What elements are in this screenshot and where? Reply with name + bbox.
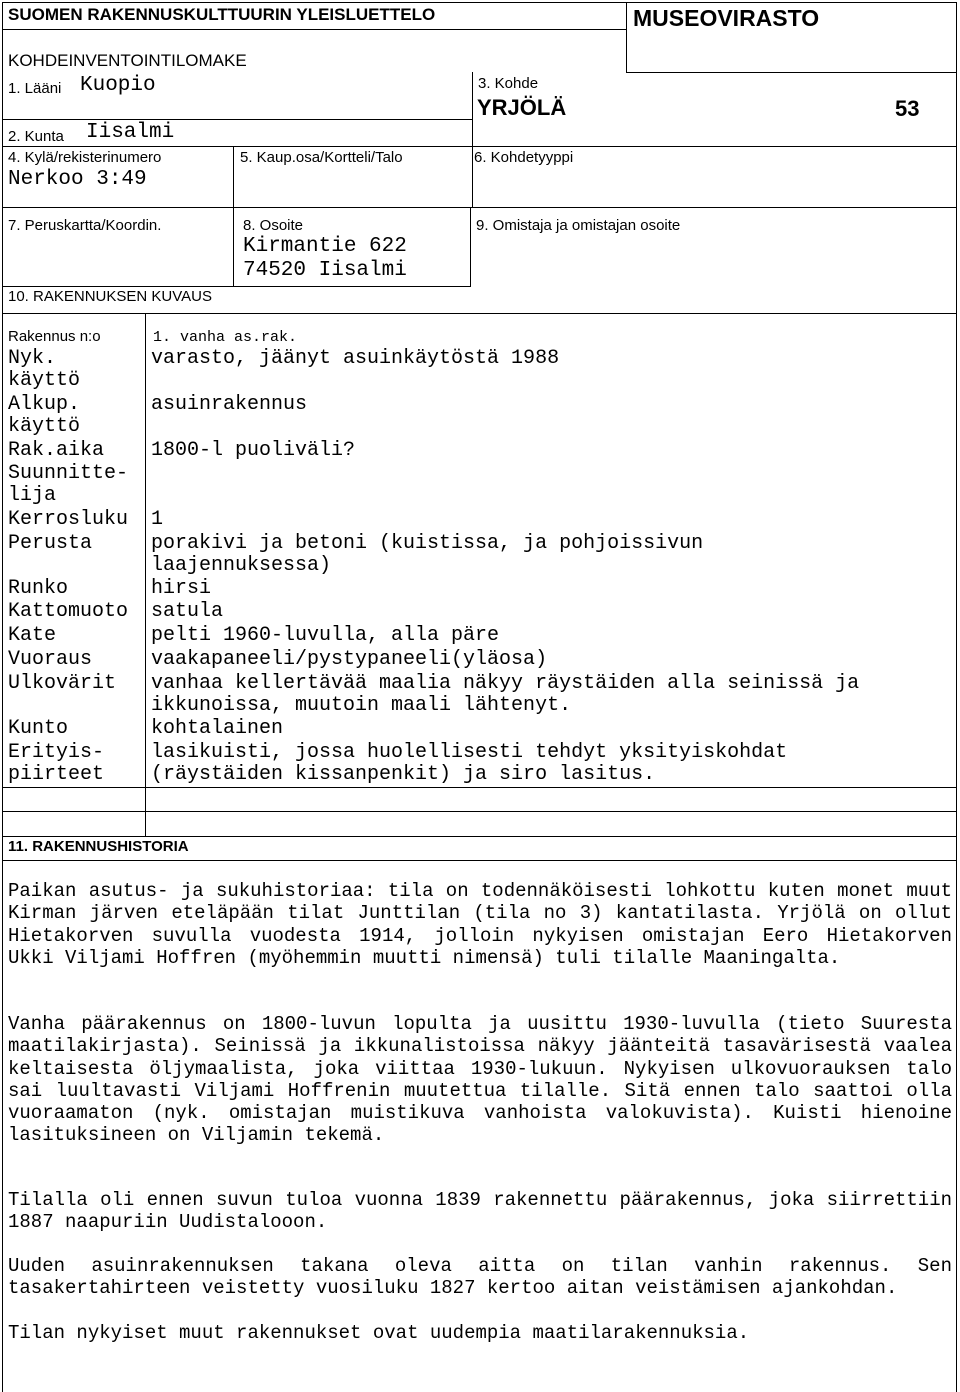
border-left [2,2,3,1392]
rule-under-kunta [2,146,957,147]
rule-kyla-right [233,146,234,208]
kohde-label: 3. Kohde [478,75,539,92]
kyla-label: 4. Kylä/rekisterinumero [8,149,162,166]
row-value: asuinrakennus [151,393,308,416]
border-top [2,2,957,3]
row-label-line2: käyttö [8,369,81,392]
row-value-line2: laajennuksessa) [151,554,332,577]
row-value: kohtalainen [151,717,284,740]
section-10-heading: 10. RAKENNUKSEN KUVAUS [8,288,212,305]
building-no-label: Rakennus n:o [8,328,101,345]
rule-under-peruskartta [2,286,234,287]
rule-under-title [2,29,627,30]
osoite-label: 8. Osoite [243,217,304,234]
row-label: Alkup. [8,393,81,416]
row-label: Kerrosluku [8,508,129,531]
row-value: 1 [151,508,164,531]
history-paragraph: Paikan asutus- ja sukuhistoriaa: tila on todennäköisesti lohkottu kuten monet muut Kirman järven eteläpään tilat Junttilan (tila no 3) kantatilasta. Yrjölä on ollut Hietakorven suvulla vuodesta 1914, jolloin nykyisen omistajan Eero Hietakorven Ukki Viljami Hoffren (myöhemmin muutti nimensä) tuli tilalle Maaningalta. [8,880,952,969]
row-label: Kate [8,624,57,647]
kunta-value: Iisalmi [86,121,175,144]
row-value: satula [151,600,224,623]
rule-table-row [2,811,957,812]
rule-table-divider [145,313,146,837]
row-value: hirsi [151,577,212,600]
row-label: Erityis- [8,741,105,764]
kaupunginosa-label: 5. Kaup.osa/Kortteli/Talo [240,149,403,166]
omistaja-label: 9. Omistaja ja omistajan osoite [476,217,681,234]
document-title: SUOMEN RAKENNUSKULTTUURIN YLEISLUETTELO [8,5,436,24]
rule-under-museovirasto [626,72,956,73]
row-label: Kattomuoto [8,600,129,623]
osoite-line-2: 74520 Iisalmi [243,259,407,282]
kohde-number: 53 [895,96,920,121]
laani-label: 1. Lääni [8,80,62,97]
form-name: KOHDEINVENTOINTILOMAKE [8,51,247,70]
border-right [956,2,957,1392]
row-label-line2: piirteet [8,763,105,786]
kyla-value: Nerkoo 3:49 [8,168,147,191]
row-value-line2: (räystäiden kissanpenkit) ja siro lasitus. [151,763,656,786]
row-value: pelti 1960-luvulla, alla päre [151,624,500,647]
row-label: Ulkovärit [8,672,117,695]
history-paragraph: Tilan nykyiset muut rakennukset ovat uudempia maatilarakennuksia. [8,1322,750,1344]
row-value: varasto, jäänyt asuinkäytöstä 1988 [151,347,560,370]
section-11-heading: 11. RAKENNUSHISTORIA [8,838,189,855]
row-value: lasikuisti, jossa huolellisesti tehdyt yksityiskohdat [151,741,788,764]
row-value-line2: ikkunoissa, muutoin maali lähtenyt. [151,694,572,717]
rule-table-row [2,787,957,788]
rule-table-bottom [2,836,957,837]
row-value: vanhaa kellertävää maalia näkyy räystäiden alla seinissä ja [151,672,860,695]
history-paragraph: Uuden asuinrakennuksen takana oleva aitta on tilan vanhin rakennus. Sen tasakertahirteen veistetty vuosiluku 1827 kertoo aitan veistämisen ajankohdan. [8,1255,952,1300]
row-value: porakivi ja betoni (kuistissa, ja pohjoissivun [151,532,704,555]
history-paragraph: Vanha päärakennus on 1800-luvun lopulta ja uusittu 1930-luvulla (tieto Suuresta maatilakirjasta). Seinissä ja ikkunalistoissa näkyy jäänteitä tasavärisestä vaalea keltaisesta öljymaalista, joka viittaa 1930-lukuun. Nykyisen ulkovuorauksen talo sai luultavasti Viljami Hoffrenin muutettua tilalle. Sitä ennen talo saattoi olla vuoraamaton (nyk. omistajan muistikuva vanhoista valokuvista). Kuisti hienoine lasituksineen on Viljamin tekemä. [8,1013,952,1147]
rule-under-osoite [233,286,471,287]
row-label-line2: käyttö [8,415,81,438]
rule-museovirasto-left [626,2,627,72]
row-label: Rak.aika [8,439,105,462]
building-no-value: 1. vanha as.rak. [153,329,298,346]
rule-under-laani [2,119,472,120]
rule-peruskartta-right [233,207,234,287]
row-label: Suunnitte- [8,462,129,485]
kunta-label: 2. Kunta [8,128,64,145]
row-label: Kunto [8,717,69,740]
agency-name: MUSEOVIRASTO [633,5,820,31]
rule-osoite-right [470,207,471,287]
kohdetyyppi-label: 6. Kohdetyyppi [474,149,574,166]
kohde-value: YRJÖLÄ [477,95,567,120]
row-value: 1800-l puoliväli? [151,439,356,462]
osoite-line-1: Kirmantie 622 [243,235,407,258]
history-paragraph: Tilalla oli ennen suvun tuloa vuonna 1839 rakennettu päärakennus, joka siirrettiin 1887 naapuriin Uudistalooon. [8,1189,952,1234]
peruskartta-label: 7. Peruskartta/Koordin. [8,217,162,234]
row-label: Runko [8,577,69,600]
rule-under-section11-heading [2,860,957,861]
rule-under-kyla [2,207,957,208]
row-label: Vuoraus [8,648,93,671]
row-label-line2: lija [8,484,57,507]
rule-kohde-left [472,72,473,208]
row-value: vaakapaneeli/pystypaneeli(yläosa) [151,648,548,671]
row-label: Nyk. [8,347,57,370]
row-label: Perusta [8,532,93,555]
laani-value: Kuopio [80,74,156,97]
